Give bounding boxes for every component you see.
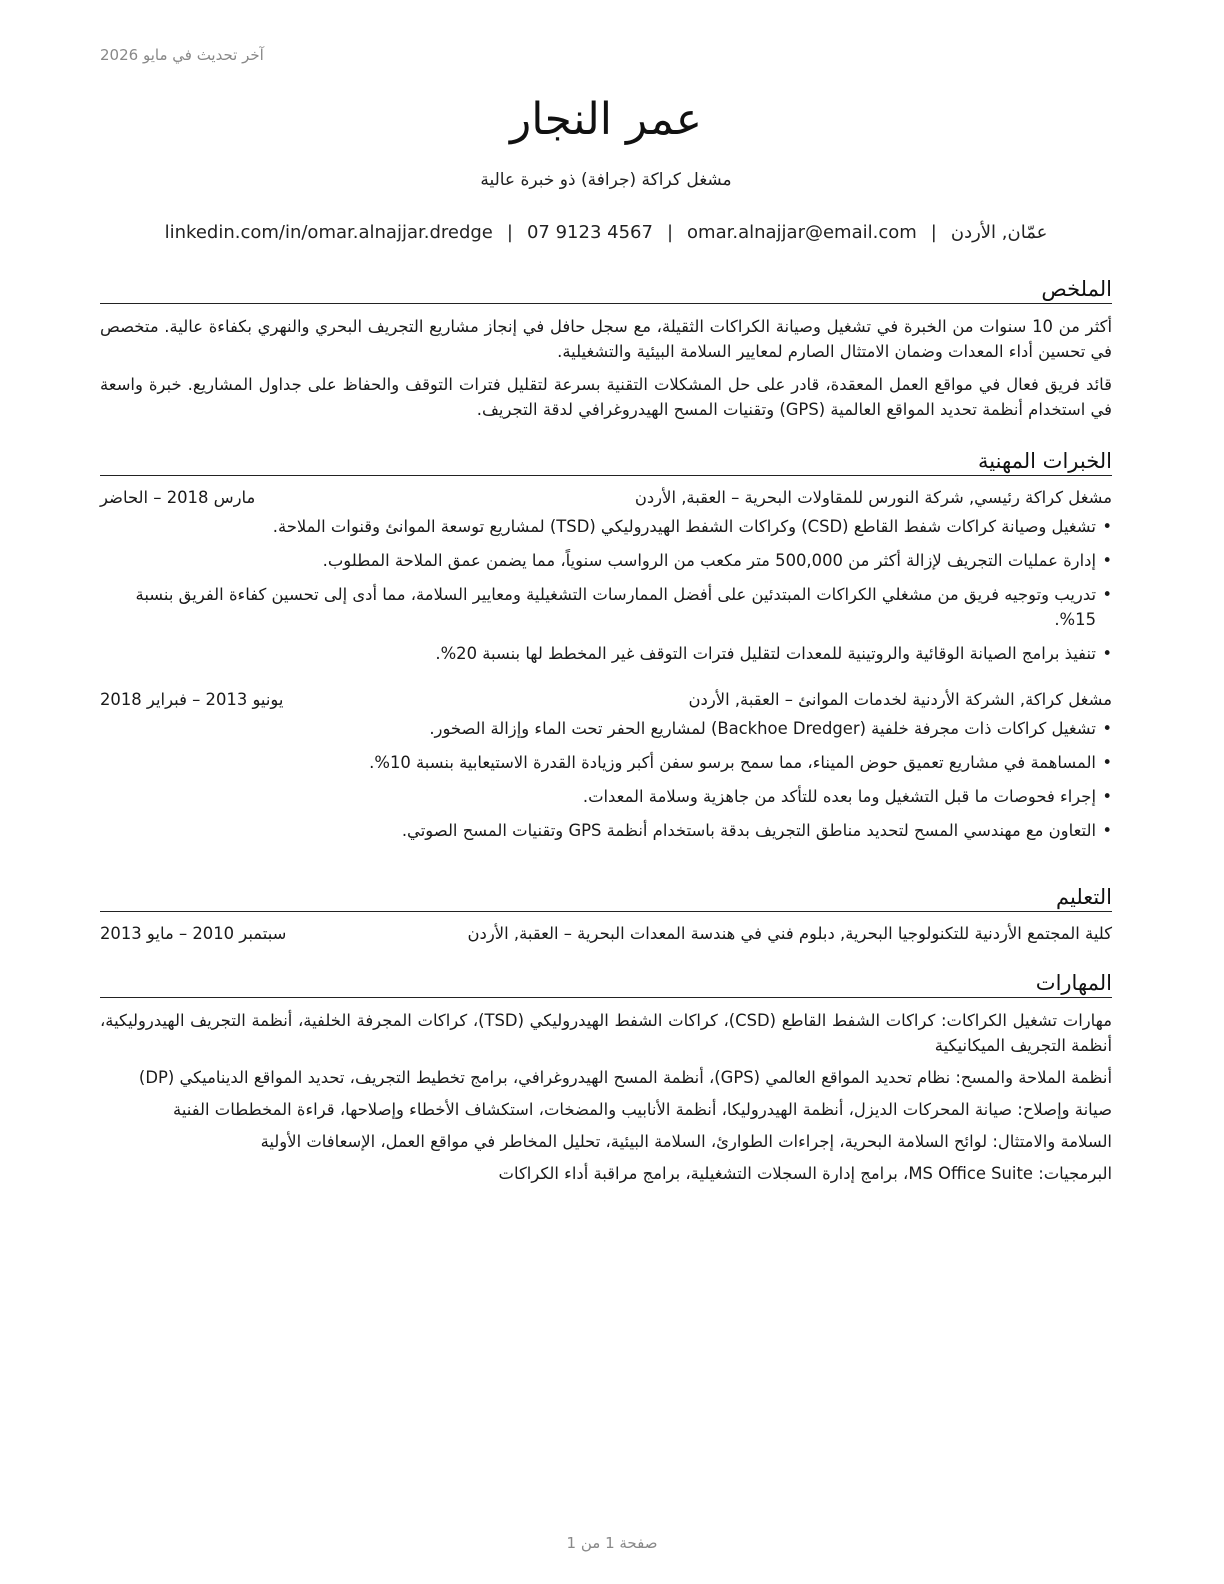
job-location xyxy=(290,486,635,510)
job-bullet: • إدارة عمليات التجريف لإزالة أكثر من 500,000 متر مكعب من الرواسب سنوياً، مما يضمن عمق الملاحة المطلوب. xyxy=(100,548,1112,573)
job-header xyxy=(100,688,1112,712)
job-header xyxy=(100,486,1112,510)
job-bullet: • التعاون مع مهندسي المسح لتحديد مناطق التجريف بدقة باستخدام أنظمة GPS وتقنيات المسح الصوتي. xyxy=(100,818,1112,843)
section-title-summary: الملخص xyxy=(100,276,1112,304)
job-role: مشغل كراكة رئيسي, شركة النورس للمقاولات البحرية – العقبة, الأردن xyxy=(634,488,1112,507)
job-bullets xyxy=(100,716,1112,843)
summary-paragraph: أكثر من 10 سنوات من الخبرة في تشغيل وصيانة الكراكات الثقيلة، مع سجل حافل في إنجاز مشاريع التجريف البحري والنهري بكفاءة عالية. متخصص في تحسين أداء المعدات وضمان الامتثال الصارم لمعايير السلامة البيئية والتشغيلية. xyxy=(100,317,1112,361)
job-bullet: • تنفيذ برامج الصيانة الوقائية والروتينية للمعدات لتقليل فترات التوقف غير المخطط لها بنسبة 20%. xyxy=(100,641,1112,666)
job-bullet: • تشغيل وصيانة كراكات شفط القاطع (CSD) وكراكات الشفط الهيدروليكي (TSD) لمشاريع توسعة الموانئ وقنوات الملاحة. xyxy=(100,514,1112,539)
education-dates: سبتمبر 2010 – مايو 2013 xyxy=(100,924,287,943)
education-institution: كلية المجتمع الأردنية للتكنولوجيا البحرية, دبلوم فني في هندسة المعدات البحرية – العقبة, الأردن xyxy=(467,924,1112,943)
section-title-experience: الخبرات المهنية xyxy=(100,448,1112,476)
summary-section xyxy=(100,276,1112,430)
job-bullet: • المساهمة في مشاريع تعميق حوض الميناء، مما سمح برسو سفن أكبر وزيادة القدرة الاستيعابية بنسبة 10%. xyxy=(100,750,1112,775)
contact-phone[interactable]: 07 9123 4567 xyxy=(526,222,653,243)
headline: مشغل كراكة (جرافة) ذو خبرة عالية xyxy=(480,170,732,190)
contact-line xyxy=(100,222,1112,243)
page-footer: صفحة 1 من 1 xyxy=(566,1534,658,1552)
skill-line: أنظمة الملاحة والمسح: نظام تحديد المواقع العالمي (GPS)، أنظمة المسح الهيدروغرافي، برامج تخطيط التجريف، تحديد المواقع الديناميكي (DP) xyxy=(138,1068,1112,1087)
job-entry xyxy=(100,688,1112,843)
section-title-education: التعليم xyxy=(100,884,1112,912)
experience-section xyxy=(100,448,1112,852)
job-bullet: • تدريب وتوجيه فريق من مشغلي الكراكات المبتدئين على أفضل الممارسات التشغيلية ومعايير السلامة، مما أدى إلى تحسين كفاءة الفريق بنسبة 15%. xyxy=(100,582,1112,632)
education-section xyxy=(100,884,1112,946)
skill-line: السلامة والامتثال: لوائح السلامة البحرية، إجراءات الطوارئ، السلامة البيئية، تحليل المخاطر في مواقع العمل، الإسعافات الأولية xyxy=(260,1132,1112,1151)
job-role: مشغل كراكة, الشركة الأردنية لخدمات الموانئ – العقبة, الأردن xyxy=(688,690,1112,709)
contact-separator: | xyxy=(666,222,674,243)
skill-line: مهارات تشغيل الكراكات: كراكات الشفط القاطع (CSD)، كراكات الشفط الهيدروليكي (TSD)، كراكات المجرفة الخلفية، أنظمة التجريف الهيدروليكية، أنظمة التجريف الميكانيكية xyxy=(100,1011,1112,1055)
section-title-skills: المهارات xyxy=(100,970,1112,998)
contact-separator: | xyxy=(506,222,513,243)
contact-email[interactable]: omar.alnajjar@email.com xyxy=(687,222,917,243)
job-bullet: • إجراء فحوصات ما قبل التشغيل وما بعده للتأكد من جاهزية وسلامة المعدات. xyxy=(100,784,1112,809)
resume-page xyxy=(100,0,1112,1584)
contact-location: عمّان, الأردن xyxy=(950,222,1048,243)
last-updated: آخر تحديث في مايو 2026 xyxy=(100,46,264,64)
job-location xyxy=(290,688,688,712)
candidate-name: عمر النجار xyxy=(510,94,702,145)
summary-paragraph: قائد فريق فعال في مواقع العمل المعقدة، قادر على حل المشكلات التقنية بسرعة لتقليل فترات التوقف والحفاظ على جداول المشاريع. خبرة واسعة في استخدام أنظمة تحديد المواقع العالمية (GPS) وتقنيات المسح الهيدروغرافي لدقة التجريف. xyxy=(100,375,1112,419)
job-entry xyxy=(100,486,1112,666)
skill-line: البرمجيات: MS Office Suite، برامج إدارة السجلات التشغيلية، برامج مراقبة أداء الكراكات xyxy=(498,1164,1112,1183)
contact-linkedin[interactable]: linkedin.com/in/omar.alnajjar.dredge xyxy=(164,222,493,243)
skills-section xyxy=(100,970,1112,1193)
contact-separator: | xyxy=(930,222,937,243)
job-dates: مارس 2018 – الحاضر xyxy=(100,488,256,507)
job-bullets xyxy=(100,514,1112,666)
skill-line: صيانة وإصلاح: صيانة المحركات الديزل، أنظمة الهيدروليكا، أنظمة الأنابيب والمضخات، استكشاف الأخطاء وإصلاحها، قراءة المخططات الفنية xyxy=(173,1100,1112,1119)
job-dates: يونيو 2013 – فبراير 2018 xyxy=(100,690,284,709)
job-bullet: • تشغيل كراكات ذات مجرفة خلفية (Backhoe Dredger) لمشاريع الحفر تحت الماء وإزالة الصخور. xyxy=(100,716,1112,741)
education-entry xyxy=(100,922,1112,946)
